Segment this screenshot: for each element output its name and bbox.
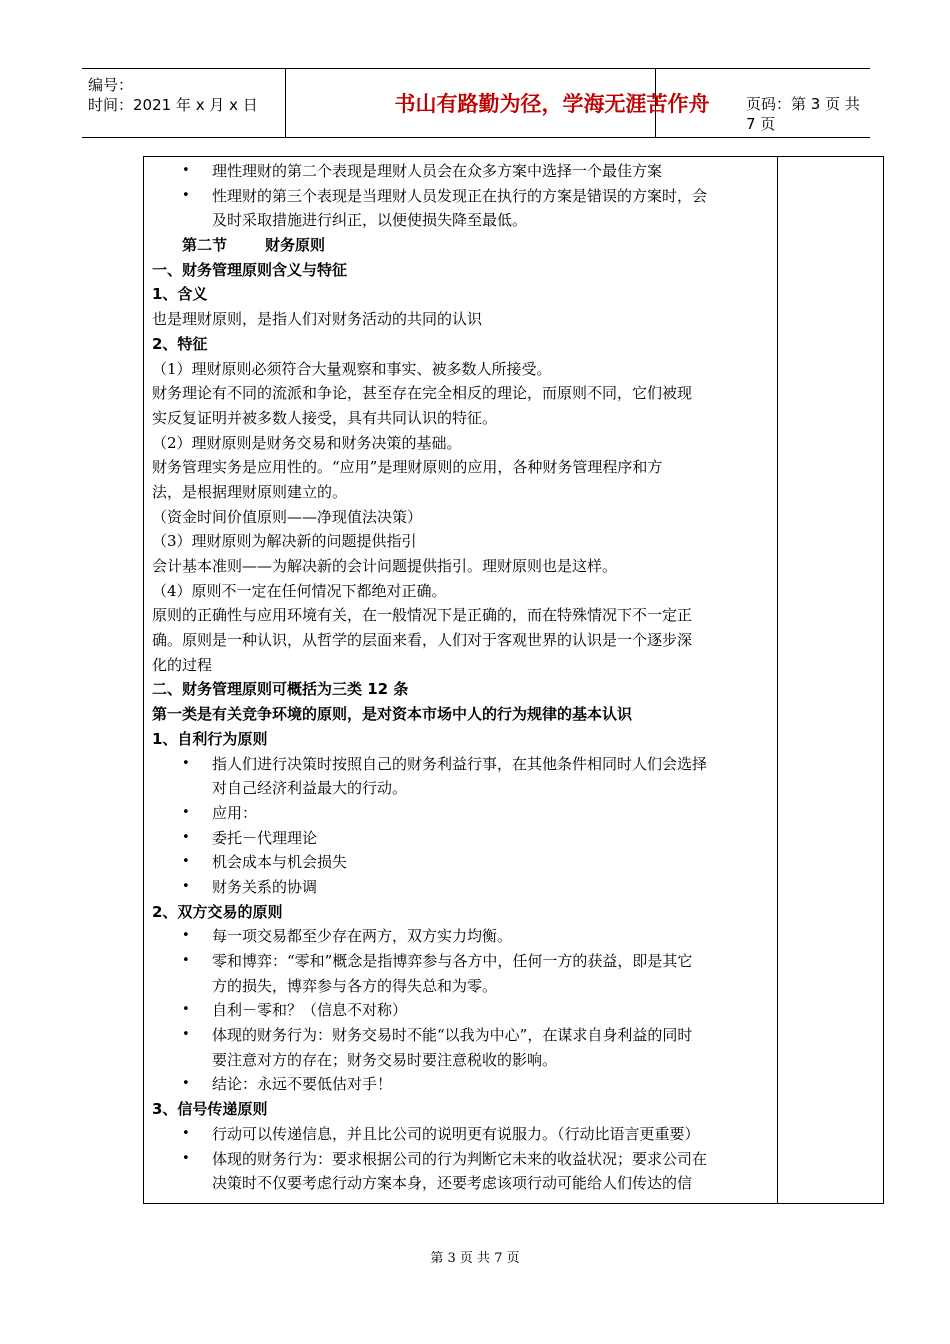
heading-line: 第一类是有关竞争环境的原则，是对资本市场中人的行为规律的基本认识 xyxy=(152,705,633,724)
bullet-continuation: 方的损失，博弈参与各方的得失总和为零。 xyxy=(212,976,498,995)
bullet-text: 财务关系的协调 xyxy=(212,877,318,896)
bullet-text: 理性理财的第二个表现是理财人员会在众多方案中选择一个最佳方案 xyxy=(212,162,663,180)
header-motto: 书山有路勤为径，学海无涯苦作舟 xyxy=(394,92,710,116)
bullet-text: 机会成本与机会损失 xyxy=(212,853,348,872)
bullet-text: 行动可以传递信息，并且比公司的说明更有说服力。（行动比语言更重要） xyxy=(212,1124,700,1143)
bullet-text: 体现的财务行为：要求根据公司的行为判断它未来的收益状况；要求公司在 xyxy=(212,1149,708,1168)
page-header xyxy=(82,68,870,138)
text-line: 原则的正确性与应用环境有关，在一般情况下是正确的，而在特殊情况下不一定正 xyxy=(152,606,693,625)
bullet-text: 结论：永远不要低估对手！ xyxy=(212,1075,393,1094)
bullet-item xyxy=(152,949,774,974)
bullet-item xyxy=(152,1023,774,1048)
text-line: 确。原则是一种认识，从哲学的层面来看，人们对于客观世界的认识是一个逐步深 xyxy=(152,631,693,650)
bullet-icon: • xyxy=(182,755,190,771)
bullet-text: 零和博弈：“零和”概念是指博弈参与各方中，任何一方的获益，即是其它 xyxy=(212,952,693,970)
document-number-label: 编号： xyxy=(88,76,134,94)
bullet-text: 每一项交易都至少存在两方，双方实力均衡。 xyxy=(212,927,513,946)
bullet-item xyxy=(152,184,774,209)
bullet-item xyxy=(152,826,774,851)
bullet-text: 体现的财务行为：财务交易时不能“以我为中心”，在谋求自身利益的同时 xyxy=(212,1026,693,1045)
bullet-icon: • xyxy=(182,187,190,203)
bullet-item xyxy=(152,850,774,875)
bullet-icon: • xyxy=(182,1027,190,1043)
bullet-icon: • xyxy=(182,1076,190,1092)
text-line: 化的过程 xyxy=(152,655,213,674)
section-heading xyxy=(152,233,774,258)
content-table xyxy=(143,156,884,1204)
bullet-icon: • xyxy=(182,878,190,894)
bullet-text: 性理财的第三个表现是当理财人员发现正在执行的方案是错误的方案时，会 xyxy=(212,186,708,205)
document-date: 时间：2021 年 x 月 x 日 xyxy=(88,96,258,114)
text-line: 财务管理实务是应用性的。“应用”是理财原则的应用，各种财务管理程序和方 xyxy=(152,458,663,477)
bullet-item xyxy=(152,1072,774,1097)
bullet-continuation: 及时采取措施进行纠正，以便使损失降至最低。 xyxy=(212,211,528,230)
text-line: 实反复证明并被多数人接受，具有共同认识的特征。 xyxy=(152,408,498,427)
content-body xyxy=(152,159,774,1196)
heading-line: 一、财务管理原则含义与特征 xyxy=(152,260,348,279)
text-line: （1）理财原则必须符合大量观察和事实、被多数人所接受。 xyxy=(152,359,552,378)
bullet-text: 自利－零和？（信息不对称） xyxy=(212,1001,408,1020)
bullet-item xyxy=(152,1147,774,1172)
page-footer: 第 3 页 共 7 页 xyxy=(430,1251,520,1266)
bullet-icon: • xyxy=(182,854,190,870)
section-number: 第二节 xyxy=(182,236,228,255)
text-line: （资金时间价值原则——净现值法决策） xyxy=(152,507,423,526)
bullet-icon: • xyxy=(182,1150,190,1166)
heading-line: 3、信号传递原则 xyxy=(152,1100,268,1119)
bullet-item xyxy=(152,924,774,949)
header-divider xyxy=(285,69,286,137)
section-title: 财务原则 xyxy=(265,236,326,255)
heading-line: 1、自利行为原则 xyxy=(152,729,268,748)
bullet-icon: • xyxy=(182,163,190,178)
text-line: 也是理财原则，是指人们对财务活动的共同的认识 xyxy=(152,310,483,329)
table-column-divider xyxy=(777,157,778,1203)
bullet-continuation: 决策时不仅要考虑行动方案本身，还要考虑该项行动可能给人们传达的信 xyxy=(212,1174,693,1193)
bullet-item xyxy=(152,1122,774,1147)
bullet-item xyxy=(152,998,774,1023)
text-line: （4）原则不一定在任何情况下都绝对正确。 xyxy=(152,581,447,600)
bullet-item xyxy=(152,752,774,777)
bullet-icon: • xyxy=(182,928,190,944)
bullet-continuation: 要注意对方的存在；财务交易时要注意税收的影响。 xyxy=(212,1050,558,1069)
heading-line: 2、双方交易的原则 xyxy=(152,902,283,921)
bullet-item xyxy=(152,875,774,900)
bullet-continuation: 对自己经济利益最大的行动。 xyxy=(212,779,408,798)
text-line: （2）理财原则是财务交易和财务决策的基础。 xyxy=(152,433,462,452)
bullet-icon: • xyxy=(182,1002,190,1018)
bullet-icon: • xyxy=(182,953,190,968)
bullet-item xyxy=(152,159,774,184)
header-left xyxy=(88,75,258,115)
bullet-item xyxy=(152,801,774,826)
text-line: 财务理论有不同的流派和争论，甚至存在完全相反的理论，而原则不同，它们被现 xyxy=(152,384,693,403)
bullet-icon: • xyxy=(182,829,190,845)
bullet-text: 应用： xyxy=(212,803,258,822)
heading-line: 2、特征 xyxy=(152,334,208,353)
heading-line: 1、含义 xyxy=(152,285,208,304)
bullet-icon: • xyxy=(182,804,190,820)
heading-line: 二、财务管理原则可概括为三类 12 条 xyxy=(152,680,409,699)
bullet-text: 委托－代理理论 xyxy=(212,828,318,847)
bullet-text: 指人们进行决策时按照自己的财务利益行事，在其他条件相同时人们会选择 xyxy=(212,754,708,773)
bullet-icon: • xyxy=(182,1125,190,1141)
header-page-info: 页码：第 3 页 共 7 页 xyxy=(746,95,860,133)
text-line: 会计基本准则——为解决新的会计问题提供指引。理财原则也是这样。 xyxy=(152,557,618,575)
text-line: 法，是根据理财原则建立的。 xyxy=(152,482,348,501)
text-line: （3）理财原则为解决新的问题提供指引 xyxy=(152,532,417,551)
